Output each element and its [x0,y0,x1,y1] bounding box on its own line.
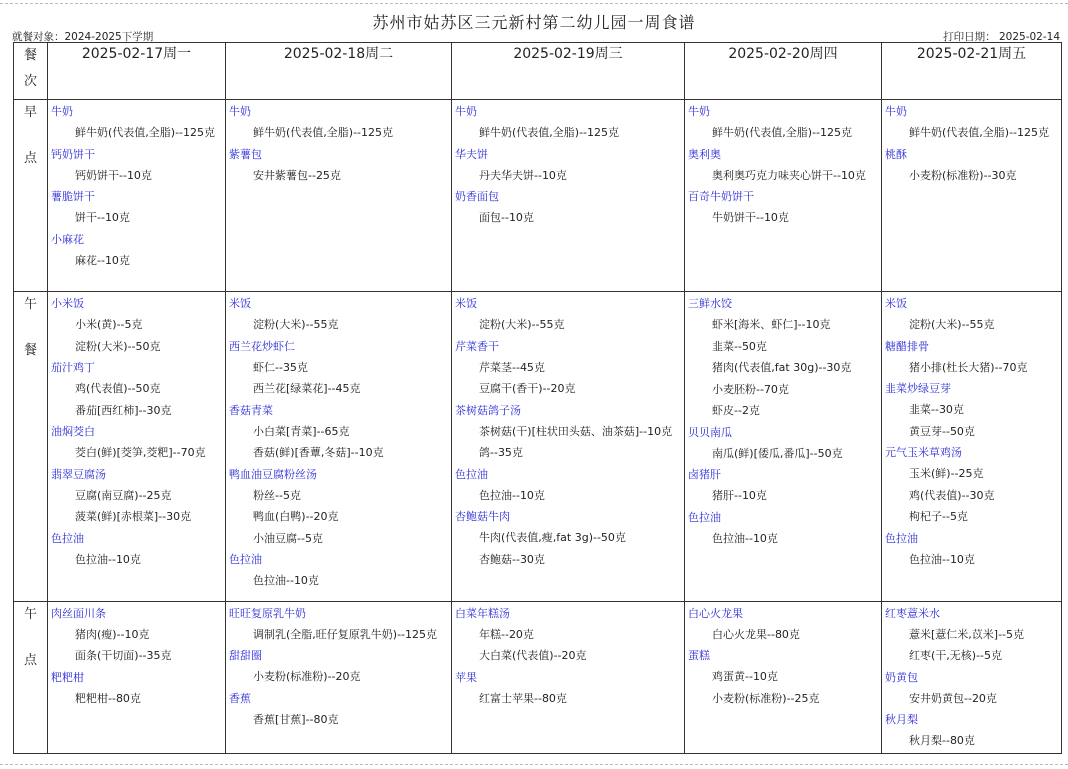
meal-label [14,100,48,292]
ingredient: 黄豆芽--50克 [909,424,975,438]
dish-name: 白菜年糕汤 [455,606,510,620]
ingredient: 小米(黄)--5克 [75,318,143,332]
ingredient: 鲜牛奶(代表值,全脂)--125克 [909,126,1050,139]
dish-name: 茶树菇鸽子汤 [455,403,521,417]
ingredient: 年糕--20克 [479,627,534,641]
dish-name: 色拉油 [885,531,918,545]
ingredient: 淀粉(大米)--55克 [253,318,339,332]
ingredient: 淀粉(大米)--55克 [909,318,995,332]
ingredient: 色拉油--10克 [75,552,141,566]
ingredient: 香蕉[甘蕉]--80克 [253,712,339,726]
ingredient: 牛奶饼干--10克 [712,211,789,224]
ingredient: 西兰花[绿菜花]--45克 [253,382,361,396]
ingredient: 韭菜--50克 [712,339,767,353]
meal-label-char: 点 [23,151,37,166]
ingredient: 大白菜(代表值)--20克 [479,649,587,663]
ingredient: 豆腐干(香干)--20克 [479,382,576,396]
dish-list [48,602,225,710]
dish-name: 香蕉 [229,691,251,705]
ingredient: 鲜牛奶(代表值,全脂)--125克 [75,126,216,139]
corner-char-1: 餐 [23,48,37,63]
afternoon-snack-row [14,601,1062,753]
dish-list [452,602,684,710]
ingredient: 红富士苹果--80克 [479,691,567,705]
ingredient: 小油豆腐--5克 [253,531,323,545]
dish-name: 牛奶 [455,105,477,118]
ingredient: 香菇(鲜)[香蕈,冬菇]--10克 [253,446,384,460]
ingredient: 芹菜茎--45克 [479,360,545,374]
dish-name: 紫薯包 [229,147,262,161]
dish-name: 卤猪肝 [688,468,721,482]
dish-name: 色拉油 [688,510,721,524]
dish-name: 小麻花 [51,232,84,246]
dish-name: 三鲜水饺 [688,297,732,311]
meal-label-char: 午 [23,297,37,313]
ingredient: 枸杞子--5克 [909,510,968,524]
meal-label-char: 早 [23,105,37,120]
menu-cell [882,292,1062,601]
dish-name: 苹果 [455,670,477,684]
header-row [14,43,1062,100]
ingredient: 薏米[薏仁米,苡米]--5克 [909,627,1025,641]
ingredient: 小麦粉(标准粉)--20克 [253,670,361,684]
ingredient: 小麦胚粉--70克 [712,382,789,396]
breakfast-row [14,100,1062,292]
day-header-mon: 2025-02-17周一 [48,43,226,100]
dish-name: 翡翠豆腐汤 [51,467,106,481]
ingredient: 猪肉(代表值,fat 30g)--30克 [712,361,852,375]
ingredient: 鲜牛奶(代表值,全脂)--125克 [712,126,853,139]
menu-cell [48,601,226,753]
ingredient: 韭菜--30克 [909,403,964,417]
menu-cell [48,292,226,601]
ingredient: 调制乳(全脂,旺仔复原乳牛奶)--125克 [253,627,438,641]
ingredient: 玉米(鲜)--25克 [909,467,984,481]
menu-cell [452,100,685,292]
ingredient: 奥利奥巧克力味夹心饼干--10克 [712,168,866,182]
menu-cell [882,601,1062,753]
dish-name: 白心火龙果 [688,606,743,620]
ingredient: 小白菜[青菜]--65克 [253,424,350,438]
menu-cell [685,292,882,601]
dish-name: 韭菜炒绿豆芽 [885,382,951,396]
ingredient: 色拉油--10克 [253,574,319,588]
menu-cell [685,601,882,753]
menu-cell [452,601,685,753]
ingredient: 虾仁--35克 [253,360,308,374]
day-header-thu: 2025-02-20周四 [685,43,882,100]
dish-name: 华夫饼 [455,147,488,161]
ingredient: 钙奶饼干--10克 [75,168,152,182]
dish-name: 米饭 [885,297,907,311]
ingredient: 红枣(干,无核)--5克 [909,649,1003,663]
ingredient: 秋月梨--80克 [909,734,975,748]
ingredient: 茶树菇(干)[柱状田头菇、油茶菇]--10克 [479,424,673,438]
menu-cell [685,100,882,292]
meal-label-char: 午 [23,606,37,622]
ingredient: 菠菜(鲜)[赤根菜]--30克 [75,510,192,524]
menu-cell [226,292,452,601]
dish-name: 牛奶 [229,105,251,118]
dish-name: 旺旺复原乳牛奶 [229,606,306,620]
dish-list [226,100,451,186]
dish-list [226,292,451,592]
ingredient: 茭白(鲜)[茭笋,茭粑]--70克 [75,446,206,460]
meal-label-char: 点 [23,652,37,668]
ingredient: 面条(干切面)--35克 [75,649,172,663]
dish-name: 芹菜香干 [455,339,499,353]
lunch-row [14,292,1062,601]
ingredient: 鸭血(白鸭)--20克 [253,510,339,524]
dish-name: 红枣薏米水 [885,606,940,620]
dish-name: 奶黄包 [885,670,918,684]
target-label: 就餐对象：2024-2025下学期 [12,31,154,43]
bottom-dashed-border [0,764,1068,765]
dish-list [882,602,1061,752]
dish-name: 秋月梨 [885,713,918,727]
dish-name: 杏鲍菇牛肉 [455,510,510,524]
ingredient: 猪小排(杜长大猪)--70克 [909,360,1028,374]
menu-cell [226,100,452,292]
ingredient: 鸡蛋黄--10克 [712,670,778,684]
dish-list [48,100,225,271]
dish-name: 茄汁鸡丁 [51,361,95,375]
dish-list [452,292,684,570]
meal-label-char: 餐 [23,343,37,359]
dish-list [882,100,1061,186]
dish-name: 粑粑柑 [51,670,84,684]
dish-list [685,100,881,229]
ingredient: 豆腐(南豆腐)--25克 [75,488,172,502]
menu-cell [48,100,226,292]
ingredient: 白心火龙果--80克 [712,627,800,641]
dish-name: 牛奶 [885,105,907,118]
dish-name: 色拉油 [229,553,262,567]
ingredient: 安井紫薯包--25克 [253,168,341,182]
dish-list [882,292,1061,570]
ingredient: 色拉油--10克 [479,488,545,502]
menu-cell [882,100,1062,292]
dish-name: 百奇牛奶饼干 [688,190,754,203]
ingredient: 猪肉(瘦)--10克 [75,627,150,641]
menu-cell [226,601,452,753]
ingredient: 鸡(代表值)--50克 [75,382,161,396]
ingredient: 饼干--10克 [75,211,130,224]
ingredient: 虾皮--2克 [712,404,760,418]
print-date: 打印日期： 2025-02-14 [943,31,1060,43]
ingredient: 色拉油--10克 [712,531,778,545]
meal-label [14,292,48,601]
dish-name: 蛋糕 [688,649,710,663]
menu-cell [452,292,685,601]
dish-name: 桃酥 [885,147,907,161]
dish-name: 小米饭 [51,297,84,311]
dish-name: 贝贝南瓜 [688,425,732,439]
day-header-fri: 2025-02-21周五 [882,43,1062,100]
dish-name: 元气玉米草鸡汤 [885,446,962,460]
ingredient: 鸡(代表值)--30克 [909,488,995,502]
day-header-tue: 2025-02-18周二 [226,43,452,100]
dish-name: 色拉油 [51,531,84,545]
corner-char-2: 次 [23,74,37,89]
dish-name: 糖醋排骨 [885,339,929,353]
ingredient: 淀粉(大米)--55克 [479,318,565,332]
ingredient: 小麦粉(标准粉)--30克 [909,168,1017,182]
ingredient: 小麦粉(标准粉)--25克 [712,691,820,705]
dish-name: 色拉油 [455,467,488,481]
meal-column-header [14,43,48,100]
dish-name: 肉丝面川条 [51,606,106,620]
dish-list [226,602,451,731]
ingredient: 番茄[西红柿]--30克 [75,403,172,417]
dish-name: 油焖茭白 [51,425,95,439]
ingredient: 丹夫华夫饼--10克 [479,168,567,182]
dish-name: 牛奶 [51,105,73,118]
dish-name: 钙奶饼干 [51,147,95,161]
ingredient: 牛肉(代表值,瘦,fat 3g)--50克 [479,531,626,545]
ingredient: 南瓜(鲜)[倭瓜,番瓜]--50克 [712,446,843,460]
dish-name: 奶香面包 [455,190,499,203]
day-header-wed: 2025-02-19周三 [452,43,685,100]
ingredient: 虾米[海米、虾仁]--10克 [712,318,831,332]
dish-name: 香菇青菜 [229,403,273,417]
ingredient: 猪肝--10克 [712,489,767,503]
dish-name: 牛奶 [688,105,710,118]
dish-list [685,292,881,549]
ingredient: 淀粉(大米)--50克 [75,339,161,353]
ingredient: 麻花--10克 [75,253,130,267]
dish-name: 米饭 [229,297,251,311]
ingredient: 粉丝--5克 [253,488,301,502]
dish-name: 鸭血油豆腐粉丝汤 [229,467,317,481]
dish-list [48,292,225,570]
weekly-menu-table [13,42,1062,754]
dish-name: 奥利奥 [688,147,721,161]
top-dashed-border [0,3,1068,4]
ingredient: 鲜牛奶(代表值,全脂)--125克 [479,126,620,139]
dish-name: 薯脆饼干 [51,190,95,203]
dish-list [685,602,881,710]
dish-name: 西兰花炒虾仁 [229,339,295,353]
ingredient: 粑粑柑--80克 [75,691,141,705]
dish-list [452,100,684,229]
ingredient: 色拉油--10克 [909,552,975,566]
dish-name: 米饭 [455,297,477,311]
dish-name: 甜甜圈 [229,649,262,663]
ingredient: 杏鲍菇--30克 [479,552,545,566]
ingredient: 鸽--35克 [479,446,523,460]
ingredient: 面包--10克 [479,211,534,224]
ingredient: 鲜牛奶(代表值,全脂)--125克 [253,126,394,139]
meal-label [14,601,48,753]
page-title: 苏州市姑苏区三元新村第二幼儿园一周食谱 [372,13,696,32]
ingredient: 安井奶黄包--20克 [909,691,997,705]
